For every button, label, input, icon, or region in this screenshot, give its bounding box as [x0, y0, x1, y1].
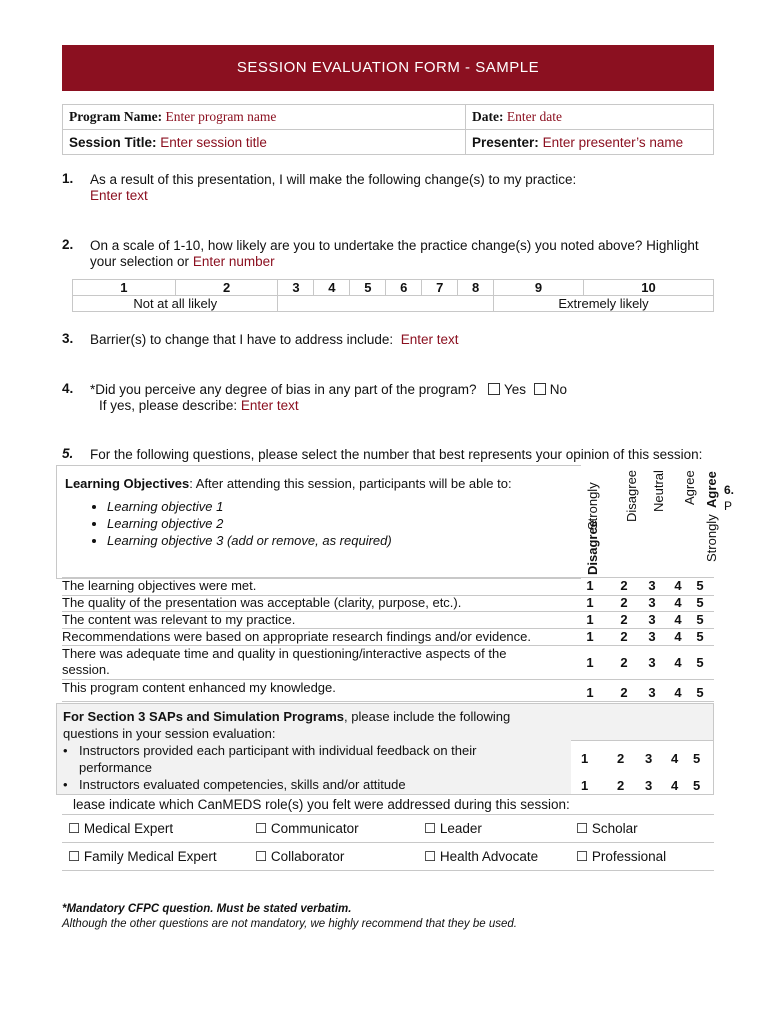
scale-8[interactable]: 8	[458, 280, 494, 296]
rating-5[interactable]: 5	[696, 595, 704, 610]
no-label: No	[549, 382, 568, 397]
sap-item-1: Instructors provided each participant with individual feedback on their	[79, 743, 477, 758]
yes-checkbox[interactable]	[488, 383, 500, 395]
rating-3[interactable]: 3	[645, 778, 653, 793]
q2-answer-field[interactable]: Enter number	[192, 254, 275, 269]
rating-5[interactable]: 5	[696, 578, 704, 593]
session-title-cell[interactable]	[63, 130, 466, 155]
q4-line2	[99, 397, 299, 414]
q3-line	[90, 331, 458, 348]
scale-6[interactable]: 6	[386, 280, 422, 296]
rating-1[interactable]: 1	[586, 655, 594, 670]
q2-text2: your selection or	[90, 254, 190, 269]
q3-number: 3.	[62, 331, 74, 346]
header-neutral: Neutral	[651, 470, 666, 512]
scale-1[interactable]: 1	[73, 280, 176, 296]
header-strongly-disagree-2: Disagree	[585, 520, 600, 575]
presenter-field[interactable]: Enter presenter’s name	[542, 134, 684, 150]
session-title-field[interactable]: Enter session title	[160, 134, 267, 150]
q1-text: As a result of this presentation, I will make the following change(s) to my practice:	[90, 172, 577, 187]
rating-3[interactable]: 3	[648, 685, 656, 700]
rating-row-text: The learning objectives were met.	[62, 578, 257, 593]
canmeds-medical-expert[interactable]: ☐ Medical Expert	[62, 815, 249, 843]
sap-heading: For Section 3 SAPs and Simulation Programs	[63, 709, 345, 724]
rating-4[interactable]: 4	[671, 751, 679, 766]
header-strongly-agree-1: Strongly	[704, 514, 719, 562]
lo-item: • Learning objective 2	[107, 515, 567, 532]
date-cell[interactable]	[466, 105, 714, 130]
footer-recommend-note: Although the other questions are not mandatory, we highly recommend that they be used.	[62, 918, 517, 930]
sap-item-2-bullet: •	[63, 777, 68, 792]
lo-list	[65, 498, 567, 549]
canmeds-scholar[interactable]: ☐ Scholar	[570, 815, 714, 843]
rating-3[interactable]: 3	[645, 751, 653, 766]
q4-line	[90, 381, 567, 398]
rating-1[interactable]: 1	[581, 778, 589, 793]
sap-item-1-line2: performance	[79, 760, 152, 775]
rating-2[interactable]: 2	[620, 685, 628, 700]
q4-answer-field[interactable]: Enter text	[240, 398, 299, 413]
presenter-cell[interactable]	[466, 130, 714, 155]
session-info-table	[62, 104, 714, 155]
rating-row-text: This program content enhanced my knowledge.	[62, 680, 336, 695]
presenter-label: Presenter:	[472, 134, 539, 150]
rating-1[interactable]: 1	[581, 751, 589, 766]
sap-line2: questions in your session evaluation:	[63, 726, 276, 741]
rating-3[interactable]: 3	[648, 655, 656, 670]
canmeds-intro: lease indicate which CanMEDS role(s) you felt were addressed during this session:	[73, 797, 570, 812]
rating-5[interactable]: 5	[696, 685, 704, 700]
lo-heading: Learning Objectives	[65, 476, 190, 491]
q4-number: 4.	[62, 381, 74, 396]
q3-text: Barrier(s) to change that I have to address include:	[90, 332, 394, 347]
rating-2[interactable]: 2	[620, 655, 628, 670]
rating-row-text: There was adequate time and quality in questioning/interactive aspects of the	[62, 646, 507, 661]
sap-item-1-bullet: •	[63, 743, 68, 758]
rating-3[interactable]: 3	[648, 612, 656, 627]
rating-4[interactable]: 4	[674, 595, 682, 610]
q1-answer-field[interactable]: Enter text	[90, 188, 148, 203]
lo-heading-line	[65, 476, 512, 491]
q1-number: 1.	[62, 171, 74, 186]
sap-item-2: Instructors evaluated competencies, skills and/or attitude	[79, 777, 406, 792]
form-title: SESSION EVALUATION FORM - SAMPLE	[236, 59, 540, 76]
q5-text: For the following questions, please select the number that best represents your opinion of this session:	[90, 447, 703, 462]
scale-3[interactable]: 3	[278, 280, 314, 296]
rating-5[interactable]: 5	[693, 778, 701, 793]
no-checkbox[interactable]	[534, 383, 546, 395]
rating-2[interactable]: 2	[620, 612, 628, 627]
scale-high-label: Extremely likely	[494, 296, 714, 312]
canmeds-health-advocate[interactable]: ☐ Health Advocate	[418, 843, 570, 871]
canmeds-collaborator[interactable]: ☐ Collaborator	[249, 843, 418, 871]
header-disagree: Disagree	[624, 469, 639, 522]
sap-section	[56, 703, 714, 795]
q2-number: 2.	[62, 237, 74, 252]
rating-row	[62, 629, 714, 646]
rating-row-text-line2: session.	[62, 662, 110, 677]
rating-row-text: Recommendations were based on appropriate research findings and/or evidence.	[62, 629, 532, 644]
rating-4[interactable]: 4	[674, 685, 682, 700]
learning-objectives-box	[56, 465, 581, 579]
rating-row	[62, 646, 714, 680]
sap-item-1-ratings	[571, 740, 713, 776]
session-title-label: Session Title:	[69, 134, 157, 150]
rating-4[interactable]: 4	[671, 778, 679, 793]
program-name-label: Program Name:	[69, 109, 163, 124]
rating-row-text: The content was relevant to my practice.	[62, 612, 296, 627]
program-name-cell[interactable]	[63, 105, 466, 130]
rating-5[interactable]: 5	[696, 612, 704, 627]
header-strongly-agree-2: Agree	[704, 471, 719, 508]
canmeds-family-medical-expert[interactable]: ☐ Family Medical Expert	[62, 843, 249, 871]
rating-table	[62, 577, 714, 702]
q4-text2: If yes, please describe:	[99, 398, 238, 413]
scale-9[interactable]: 9	[494, 280, 584, 296]
rating-3[interactable]: 3	[648, 578, 656, 593]
canmeds-leader[interactable]: ☐ Leader	[418, 815, 570, 843]
rating-4[interactable]: 4	[674, 578, 682, 593]
q5-number: 5.	[62, 446, 74, 461]
scale-5[interactable]: 5	[350, 280, 386, 296]
rating-3[interactable]: 3	[648, 595, 656, 610]
canmeds-communicator[interactable]: ☐ Communicator	[249, 815, 418, 843]
canmeds-professional[interactable]: ☐ Professional	[570, 843, 714, 871]
rating-1[interactable]: 1	[586, 629, 594, 644]
q6-stub-letter: P	[724, 499, 733, 513]
footer-mandatory-note: *Mandatory CFPC question. Must be stated verbatim.	[62, 903, 352, 915]
rating-row	[62, 612, 714, 629]
rating-2[interactable]: 2	[620, 595, 628, 610]
yes-label: Yes	[504, 382, 527, 397]
q4-text: *Did you perceive any degree of bias in any part of the program?	[90, 382, 477, 397]
rating-5[interactable]: 5	[693, 751, 701, 766]
lo-heading-rest: : After attending this session, participants will be able to:	[189, 476, 512, 491]
scale-4[interactable]: 4	[314, 280, 350, 296]
scale-7[interactable]: 7	[422, 280, 458, 296]
rating-4[interactable]: 4	[674, 629, 682, 644]
rating-1[interactable]: 1	[586, 578, 594, 593]
likelihood-scale	[72, 279, 714, 312]
date-field[interactable]: Enter date	[506, 109, 562, 124]
rating-row	[62, 595, 714, 612]
rating-5[interactable]: 5	[696, 629, 704, 644]
scale-middle-blank	[278, 296, 494, 312]
rating-2[interactable]: 2	[617, 751, 625, 766]
lo-item: • Learning objective 3 (add or remove, as required)	[107, 532, 567, 549]
sap-item-2-ratings	[571, 775, 713, 794]
sap-heading-line	[63, 708, 510, 725]
header-strongly-disagree-1: Strongly	[585, 482, 600, 530]
q3-answer-field[interactable]: Enter text	[400, 332, 459, 347]
sap-heading-rest: , please include the following	[344, 709, 511, 724]
rating-1[interactable]: 1	[586, 595, 594, 610]
rating-1[interactable]: 1	[586, 685, 594, 700]
rating-5[interactable]: 5	[696, 655, 704, 670]
rating-row-text: The quality of the presentation was acceptable (clarity, purpose, etc.).	[62, 595, 462, 610]
rating-4[interactable]: 4	[674, 612, 682, 627]
q6-number: 6.	[724, 483, 735, 497]
scale-10[interactable]: 10	[583, 280, 713, 296]
rating-2[interactable]: 2	[617, 778, 625, 793]
canmeds-table	[62, 814, 714, 871]
header-agree: Agree	[682, 470, 697, 505]
rating-2[interactable]: 2	[620, 578, 628, 593]
lo-item: • Learning objective 1	[107, 498, 567, 515]
rating-4[interactable]: 4	[674, 655, 682, 670]
q2-text: On a scale of 1-10, how likely are you to undertake the practice change(s) you noted above? Highlight	[90, 238, 699, 253]
rating-3[interactable]: 3	[648, 629, 656, 644]
rating-row	[62, 577, 714, 596]
rating-2[interactable]: 2	[620, 629, 628, 644]
rating-1[interactable]: 1	[586, 612, 594, 627]
q2-text-line2	[90, 253, 275, 270]
rating-row	[62, 680, 714, 702]
scale-low-label: Not at all likely	[73, 296, 278, 312]
form-title-banner	[62, 45, 714, 91]
scale-2[interactable]: 2	[175, 280, 278, 296]
program-name-field[interactable]: Enter program name	[165, 109, 277, 124]
date-label: Date:	[472, 109, 504, 124]
